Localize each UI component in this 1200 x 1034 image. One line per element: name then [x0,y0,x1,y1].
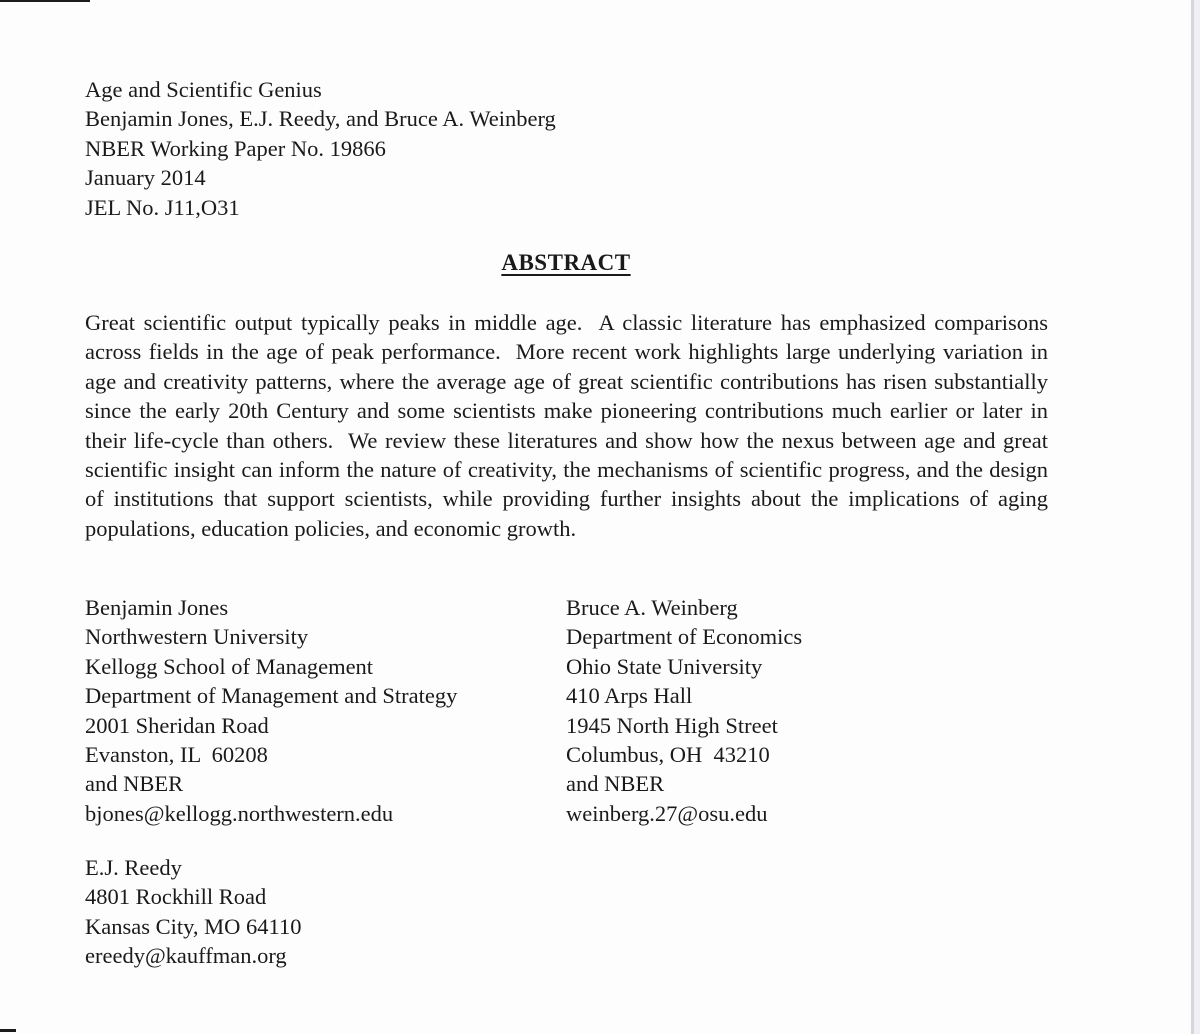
address-line: Northwestern University [85,624,309,650]
address-line: Kansas City, MO 64110 [85,913,302,939]
address-line: Kellogg School of Management [85,653,374,679]
author-name: Bruce A. Weinberg [566,595,738,620]
address-line: Department of Economics [566,624,803,650]
author-email: ereedy@kauffman.org [85,943,287,969]
jel-codes: JEL No. J11,O31 [85,194,240,220]
address-line: 410 Arps Hall [566,683,693,709]
paper-header [85,75,556,222]
bottom-edge-artifact [0,1029,16,1032]
address-line: 2001 Sheridan Road [85,712,269,738]
abstract-heading: ABSTRACT [501,250,631,275]
author-name: Benjamin Jones [85,595,229,620]
paper-date: January 2014 [85,165,206,191]
address-line: Ohio State University [566,653,763,679]
paper-title: Age and Scientific Genius [85,77,322,102]
scrollbar-track[interactable] [1191,0,1200,1034]
address-line: Department of Management and Strategy [85,683,458,709]
address-line: Columbus, OH 43210 [566,742,770,768]
address-line: Evanston, IL 60208 [85,742,268,768]
author-name: E.J. Reedy [85,855,182,880]
address-line: and NBER [85,771,184,797]
address-line: 4801 Rockhill Road [85,884,267,910]
address-line: and NBER [566,771,665,797]
author-block-jones [85,593,457,828]
paper-authors-line: Benjamin Jones, E.J. Reedy, and Bruce A. Weinberg [85,106,556,132]
abstract-text: Great scientific output typically peaks in middle age. A classic literature has emphasized comparisons across fields in the age of peak performance. More recent work highlights large underlying variation in age and creativity patterns, where the average age of great scientific contributions has risen substantially since the early 20th Century and some scientists make pioneering contributions much earlier or later in their life-cycle than others. We review these literatures and show how the nexus between age and great scientific insight can inform the nature of creativity, the mechanisms of scientific progress, and the design of institutions that support scientists, while providing further insights about the implications of aging populations, education policies, and economic growth. [85,310,1054,541]
address-line: 1945 North High Street [566,712,778,738]
author-block-reedy [85,853,301,971]
author-block-weinberg [566,593,802,828]
author-email: weinberg.27@osu.edu [566,800,768,826]
author-email: bjones@kellogg.northwestern.edu [85,800,394,826]
top-edge-artifact [0,0,90,2]
working-paper-number: NBER Working Paper No. 19866 [85,135,386,161]
